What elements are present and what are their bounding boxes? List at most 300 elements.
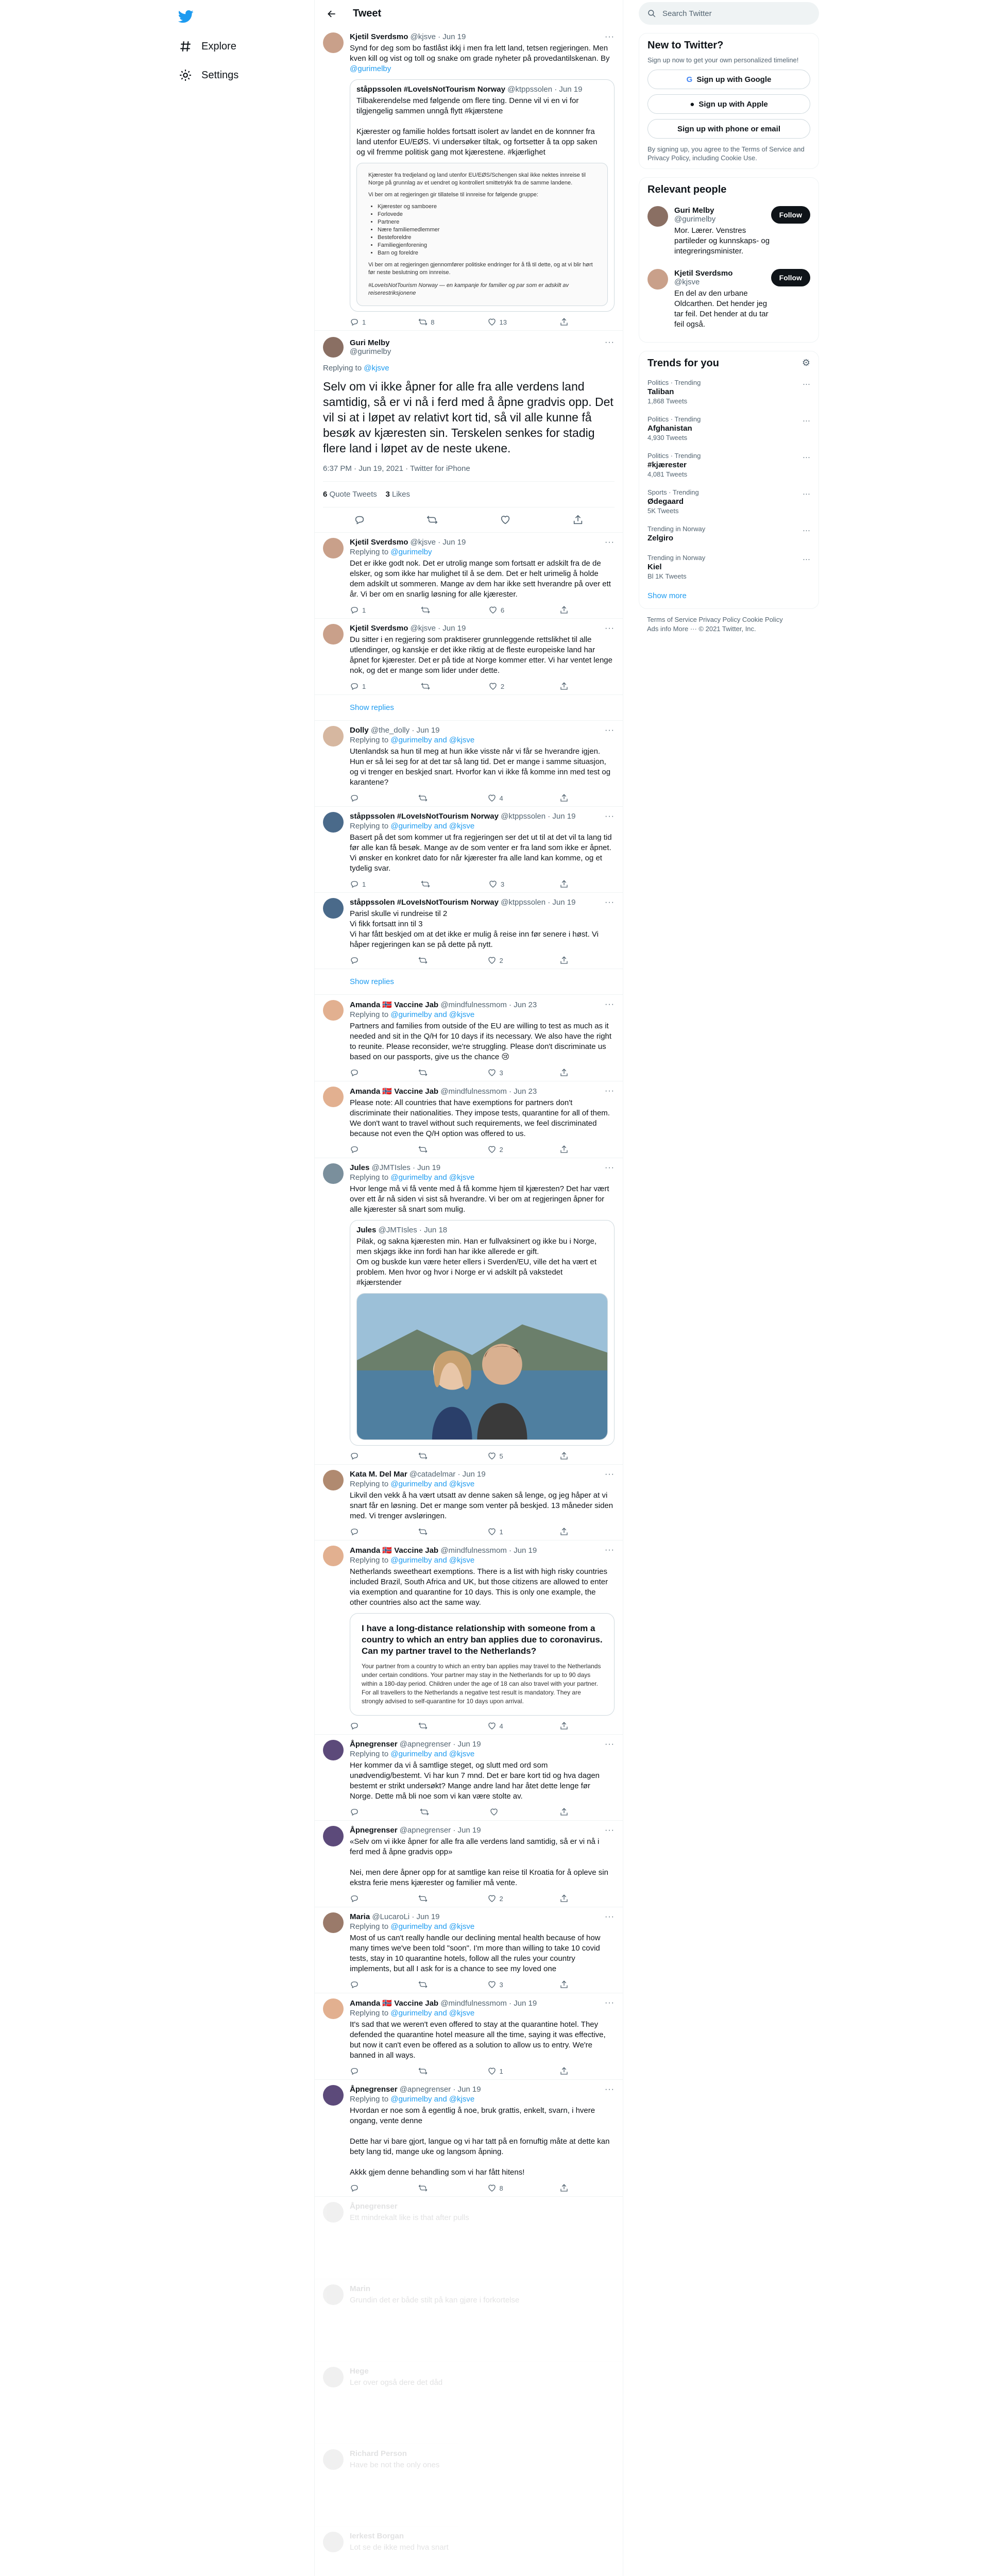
likes-stat[interactable]: 3 Likes — [385, 490, 411, 499]
like-count: 4 — [499, 1722, 503, 1730]
avatar[interactable] — [323, 538, 344, 558]
avatar[interactable] — [323, 2085, 344, 2106]
share-button[interactable] — [559, 681, 569, 691]
avatar[interactable] — [323, 1000, 344, 1021]
author-name[interactable]: Jules — [350, 1163, 370, 1172]
author-name[interactable]: Amanda 🇳🇴 Vaccine Jab — [350, 1999, 439, 2008]
reply-icon[interactable] — [354, 514, 365, 526]
avatar[interactable] — [323, 898, 344, 919]
reply-tweet[interactable] — [315, 1993, 623, 2080]
like-button[interactable] — [487, 793, 503, 803]
author-name[interactable]: Amanda 🇳🇴 Vaccine Jab — [350, 1087, 439, 1096]
retweet-icon — [418, 1527, 428, 1536]
share-button[interactable] — [559, 793, 569, 803]
tweet-actions — [350, 681, 569, 691]
retweet-button[interactable] — [421, 681, 433, 691]
more-options-icon[interactable]: ··· — [803, 555, 810, 564]
retweet-button[interactable] — [420, 1807, 432, 1817]
share-button[interactable] — [559, 1527, 569, 1537]
reply-tweet[interactable] — [315, 2444, 623, 2527]
follow-button[interactable]: Follow — [771, 206, 810, 224]
reply-icon — [350, 682, 359, 691]
apple-icon: ● — [690, 99, 695, 109]
retweet-icon — [418, 1451, 428, 1461]
replying-to-link[interactable]: @kjsve — [364, 364, 389, 372]
more-options-icon[interactable]: ··· — [803, 489, 810, 498]
more-options-icon[interactable]: ··· — [605, 898, 615, 907]
quote-tweets-stat[interactable]: 6 Quote Tweets — [323, 490, 377, 499]
share-icon[interactable] — [572, 514, 584, 526]
reply-button[interactable] — [350, 2183, 362, 2193]
avatar[interactable] — [323, 2284, 344, 2305]
tweet-actions — [350, 1807, 569, 1817]
avatar[interactable] — [323, 1740, 344, 1760]
avatar[interactable] — [323, 337, 344, 358]
more-options-icon[interactable]: ··· — [605, 1470, 615, 1479]
tweet-date[interactable]: · Jun 19 — [548, 898, 576, 907]
author-name[interactable]: Amanda 🇳🇴 Vaccine Jab — [350, 1001, 439, 1009]
like-button[interactable] — [487, 1144, 503, 1155]
retweet-button[interactable] — [418, 2183, 431, 2193]
like-button[interactable] — [487, 1527, 503, 1537]
tweet-date[interactable]: · Jun 19 — [548, 812, 576, 821]
author-name[interactable]: Åpnegrenser — [350, 1826, 398, 1835]
tweet-date[interactable]: · Jun 23 — [509, 1001, 537, 1009]
more-options-icon[interactable]: ··· — [605, 2085, 615, 2094]
share-icon — [559, 2183, 569, 2193]
author-name[interactable]: ståppssolen #LoveIsNotTourism Norway — [350, 898, 499, 907]
nav-settings[interactable] — [173, 61, 314, 90]
replying-to-link[interactable]: @gurimelby and @kjsve — [390, 1750, 475, 1758]
twitter-logo-icon[interactable] — [173, 3, 199, 30]
reply-tweet[interactable] — [315, 2279, 623, 2362]
reply-tweet[interactable] — [315, 619, 623, 695]
more-options-icon[interactable]: ··· — [605, 338, 615, 347]
tweet-actions — [350, 1721, 569, 1731]
retweet-button[interactable] — [418, 1721, 431, 1731]
trend-count: 1,868 Tweets — [647, 397, 688, 405]
tweet-date[interactable]: · Jun 19 — [438, 32, 466, 41]
reply-button[interactable] — [350, 2066, 362, 2076]
like-count: 3 — [499, 1980, 503, 1989]
share-button[interactable] — [559, 1067, 569, 1078]
like-count: 3 — [500, 880, 505, 888]
replying-to-link[interactable]: @gurimelby and @kjsve — [390, 2009, 475, 2018]
retweet-icon[interactable] — [427, 514, 438, 526]
share-icon — [559, 1721, 569, 1731]
more-options-icon[interactable]: ··· — [803, 453, 810, 462]
trend-count: Bl 1K Tweets — [647, 572, 687, 580]
reply-tweet[interactable] — [315, 2080, 623, 2197]
retweet-button[interactable] — [418, 317, 434, 327]
reply-tweet[interactable] — [315, 2527, 623, 2576]
avatar[interactable] — [323, 624, 344, 645]
like-button[interactable] — [487, 955, 503, 965]
quote-photo[interactable] — [356, 1293, 608, 1440]
replying-to-link[interactable]: @gurimelby and @kjsve — [390, 1556, 475, 1565]
reply-tweet[interactable] — [315, 1821, 623, 1907]
trend-item[interactable] — [647, 447, 810, 483]
focused-tweet-actions — [323, 507, 615, 532]
reply-button[interactable] — [350, 1807, 362, 1817]
avatar[interactable] — [323, 2532, 344, 2552]
reply-tweet[interactable] — [315, 1540, 623, 1735]
show-replies-link[interactable]: Show replies — [315, 695, 623, 721]
google-icon: G — [686, 75, 693, 84]
trend-item[interactable] — [647, 549, 810, 585]
heart-icon — [488, 605, 498, 615]
share-button[interactable] — [559, 2183, 569, 2193]
author-handle: @ktppssolen — [501, 812, 546, 821]
like-button[interactable] — [487, 317, 507, 327]
retweet-button[interactable] — [418, 1451, 431, 1461]
reply-icon — [350, 1451, 359, 1461]
like-count: 8 — [499, 2184, 503, 2192]
reply-tweet[interactable] — [315, 1907, 623, 1993]
replying-label: Replying to — [350, 1556, 389, 1565]
author-handle: @kjsve — [410, 32, 436, 41]
share-button[interactable] — [559, 1144, 569, 1155]
avatar[interactable] — [323, 2202, 344, 2223]
back-arrow-icon[interactable] — [323, 5, 340, 23]
signup-phone-button[interactable]: Sign up with phone or email — [647, 119, 810, 139]
more-options-icon[interactable]: ··· — [803, 526, 810, 535]
tweet-actions — [350, 1527, 569, 1537]
tweet-date[interactable]: · Jun 19 — [453, 1740, 481, 1749]
quote-author-handle: @JMTIsles · Jun 18 — [378, 1226, 448, 1234]
like-button[interactable] — [489, 1807, 502, 1817]
reply-tweet[interactable] — [315, 2362, 623, 2444]
person-item[interactable] — [647, 263, 810, 336]
tweet-date[interactable]: · Jun 19 — [412, 1912, 440, 1921]
author-name[interactable]: Guri Melby — [350, 338, 390, 347]
tweet-actions — [350, 955, 569, 965]
trend-count: 4,930 Tweets — [647, 434, 688, 442]
reply-button[interactable] — [350, 317, 366, 327]
search-icon — [647, 9, 656, 18]
reply-icon — [350, 1721, 359, 1731]
author-name[interactable]: Kata M. Del Mar — [350, 1470, 407, 1479]
share-button[interactable] — [559, 879, 569, 889]
more-options-icon[interactable]: ··· — [605, 32, 615, 41]
share-button[interactable] — [559, 1807, 569, 1817]
trend-name: Kiel — [647, 563, 662, 571]
tweet-timestamp[interactable]: 6:37 PM · Jun 19, 2021 · Twitter for iPhone — [323, 464, 615, 482]
tweet-text: Hvordan er noe som å egentlig å noe, bruk grattis, enkelt, svarn, i hvere ongang, vente denne Dette har vi bare gjort, langue og vi har tatt på en fornuftig måte at dette kan bety lang tid, mange uke og langsom åpning. Akkk gjem denne behandling som vi har fått hitens! — [350, 2106, 610, 2177]
heart-icon — [487, 317, 497, 327]
reply-tweet[interactable] — [315, 893, 623, 969]
follow-button[interactable]: Follow — [771, 269, 810, 286]
author-name[interactable]: Kjetil Sverdsmo — [350, 538, 408, 547]
retweet-button[interactable] — [418, 1067, 431, 1078]
card-list — [378, 203, 596, 257]
retweet-icon — [418, 1721, 428, 1731]
more-options-icon[interactable]: ··· — [605, 726, 615, 735]
panel-subtitle: Sign up now to get your own personalized timeline! — [647, 56, 799, 64]
more-options-icon[interactable]: ··· — [803, 380, 810, 388]
avatar[interactable] — [323, 1998, 344, 2019]
share-button[interactable] — [559, 1979, 569, 1990]
tweet-date[interactable]: · Jun 19 — [412, 1163, 441, 1172]
reply-button[interactable] — [350, 1721, 362, 1731]
tweet-actions — [350, 793, 569, 803]
reply-button[interactable] — [350, 879, 366, 889]
author-name[interactable]: ståppssolen #LoveIsNotTourism Norway — [350, 812, 499, 821]
tweet-date[interactable]: · Jun 19 — [453, 1826, 481, 1835]
reply-button[interactable] — [350, 681, 366, 691]
retweet-button[interactable] — [421, 605, 433, 615]
like-button[interactable] — [487, 1979, 503, 1990]
reply-icon — [350, 1068, 359, 1077]
tweet-date[interactable]: · Jun 19 — [412, 726, 440, 735]
reply-tweet[interactable] — [315, 533, 623, 619]
trend-item[interactable] — [647, 410, 810, 447]
author-name[interactable]: Kjetil Sverdsmo — [350, 32, 408, 41]
reply-button[interactable] — [350, 1451, 362, 1461]
trend-name: Afghanistan — [647, 424, 692, 433]
like-button[interactable] — [487, 2183, 503, 2193]
reply-button[interactable] — [350, 1979, 362, 1990]
retweet-button[interactable] — [418, 1527, 431, 1537]
retweet-icon — [418, 956, 428, 965]
avatar[interactable] — [323, 1912, 344, 1933]
reply-icon — [350, 317, 359, 327]
like-button[interactable] — [487, 2066, 503, 2076]
like-button[interactable] — [488, 605, 504, 615]
like-count: 4 — [499, 794, 503, 802]
parent-tweet[interactable] — [315, 27, 623, 331]
quote-image-card[interactable] — [356, 163, 608, 306]
trend-context: Politics · Trending — [647, 452, 701, 460]
panel-title: Relevant people — [647, 184, 727, 195]
trend-item[interactable] — [647, 520, 810, 549]
retweet-button[interactable] — [421, 879, 433, 889]
card-list-item: • Partnere — [378, 218, 596, 226]
share-icon — [559, 1527, 569, 1536]
panel-title: Trends for you ⚙ — [647, 358, 810, 369]
like-button[interactable] — [487, 1067, 503, 1078]
replying-to-link[interactable]: @gurimelby and @kjsve — [390, 1480, 475, 1488]
like-button[interactable] — [487, 1721, 503, 1731]
replying-to-link[interactable]: @gurimelby and @kjsve — [390, 822, 475, 831]
reply-icon — [350, 1980, 359, 1989]
avatar[interactable] — [323, 2449, 344, 2470]
reply-button[interactable] — [350, 1527, 362, 1537]
replying-to-link[interactable]: @gurimelby and @kjsve — [390, 1922, 475, 1931]
tweet-actions — [350, 1067, 569, 1078]
tweet-date[interactable]: · Jun 23 — [509, 1087, 537, 1096]
person-handle: @kjsve — [674, 278, 700, 286]
heart-icon — [487, 1980, 497, 1989]
person-item[interactable] — [647, 200, 810, 263]
more-options-icon[interactable]: ··· — [605, 624, 615, 633]
more-options-icon[interactable]: ··· — [605, 812, 615, 821]
more-options-icon[interactable]: ··· — [803, 416, 810, 425]
reply-button[interactable] — [350, 605, 366, 615]
reply-tweet[interactable] — [315, 721, 623, 807]
retweet-button[interactable] — [418, 1893, 431, 1904]
more-options-icon[interactable]: ··· — [605, 1163, 615, 1172]
avatar[interactable] — [323, 812, 344, 833]
reply-tweet[interactable] — [315, 1158, 623, 1465]
quote-author-handle: @ktppssolen — [507, 85, 553, 94]
card-sub: Vi ber om at regjeringen gir tillatelse til innreise for følgende gruppe: — [368, 192, 538, 198]
avatar[interactable] — [647, 206, 668, 227]
share-button[interactable] — [559, 955, 569, 965]
reply-tweet[interactable] — [315, 1735, 623, 1821]
author-handle: @ktppssolen — [501, 898, 546, 907]
share-button[interactable] — [559, 2066, 569, 2076]
reply-button[interactable] — [350, 1893, 362, 1904]
signup-google-button[interactable]: G Sign up with Google — [647, 70, 810, 89]
reply-count: 1 — [362, 318, 366, 326]
tweet-actions — [350, 317, 569, 327]
author-name[interactable]: Amanda 🇳🇴 Vaccine Jab — [350, 1546, 439, 1555]
signup-apple-button[interactable]: ● Sign up with Apple — [647, 94, 810, 114]
nav-explore[interactable] — [173, 32, 314, 61]
avatar[interactable] — [323, 726, 344, 747]
avatar[interactable] — [647, 269, 668, 290]
reply-button[interactable] — [350, 793, 362, 803]
share-button[interactable] — [559, 1893, 569, 1904]
heart-icon — [487, 1894, 497, 1903]
heart-icon[interactable] — [500, 514, 511, 526]
avatar[interactable] — [323, 2367, 344, 2387]
more-options-icon[interactable]: ··· — [605, 1826, 615, 1835]
more-options-icon[interactable]: ··· — [605, 1912, 615, 1921]
faded-replies — [315, 2197, 623, 2576]
author-name[interactable]: Åpnegrenser — [350, 2085, 398, 2094]
tweet-actions — [350, 879, 569, 889]
more-options-icon[interactable]: ··· — [605, 538, 615, 547]
like-button[interactable] — [487, 1893, 503, 1904]
avatar[interactable] — [323, 1163, 344, 1184]
tweet-date[interactable]: · Jun 19 — [509, 1999, 537, 2008]
search-placeholder: Search Twitter — [662, 9, 712, 18]
like-button[interactable] — [487, 1451, 503, 1461]
avatar[interactable] — [323, 1470, 344, 1490]
tweet-date[interactable]: · Jun 19 — [509, 1546, 537, 1555]
like-count: 2 — [499, 956, 503, 964]
search-bar[interactable] — [639, 2, 819, 25]
card-list-item: • Besteforeldre — [378, 234, 596, 242]
reply-tweet[interactable] — [315, 807, 623, 893]
share-button[interactable] — [559, 317, 569, 327]
avatar[interactable] — [323, 32, 344, 53]
reply-tweet[interactable] — [315, 1465, 623, 1540]
reply-icon — [350, 1527, 359, 1536]
share-button[interactable] — [559, 1451, 569, 1461]
author-handle: @apnegrenser — [399, 2085, 451, 2094]
share-icon — [559, 1068, 569, 1077]
share-icon — [559, 956, 569, 965]
tweet-text: Parisl skulle vi rundreise til 2 Vi fikk fortsatt inn til 3 Vi har fått beskjed om at det ikke er mulig å reise inn før senere i høst. Vi håper regjeringen kan se på dette på nytt. — [350, 909, 599, 949]
person-name: Kjetil Sverdsmo — [674, 269, 733, 278]
tweet-date[interactable]: · Jun 19 — [453, 2085, 481, 2094]
retweet-button[interactable] — [418, 1979, 431, 1990]
heart-icon — [487, 1451, 497, 1461]
avatar[interactable] — [323, 1087, 344, 1107]
avatar[interactable] — [323, 1546, 344, 1566]
author-name[interactable]: Maria — [350, 1912, 370, 1921]
retweet-button[interactable] — [418, 1144, 431, 1155]
replying-to-link[interactable]: @gurimelby and @kjsve — [390, 1010, 475, 1019]
trend-item[interactable] — [647, 374, 810, 410]
trend-name: Ødegaard — [647, 497, 684, 506]
author-name[interactable]: Åpnegrenser — [350, 1740, 398, 1749]
trend-name: #kjærester — [647, 461, 687, 469]
reply-tweet[interactable] — [315, 995, 623, 1081]
retweet-icon — [421, 605, 430, 615]
reply-button[interactable] — [350, 955, 362, 965]
quoted-tweet[interactable] — [350, 1220, 615, 1446]
retweet-icon — [421, 879, 430, 889]
tweet-text: Partners and families from outside of the EU are willing to test as much as it needed and sit in the Q/H for 10 days if its necessary. We also have the right to reunite. Please reconsider, we're struggling. Please don't discriminate us based on our passports, give us the chance 😢 — [350, 1022, 614, 1061]
retweet-icon — [418, 793, 428, 803]
replying-to-link[interactable]: @gurimelby and @kjsve — [390, 736, 475, 744]
trend-context: Politics · Trending — [647, 379, 701, 386]
quoted-tweet[interactable] — [350, 79, 615, 312]
heart-icon — [488, 879, 498, 889]
more-options-icon[interactable]: ··· — [605, 1740, 615, 1749]
avatar[interactable] — [323, 1826, 344, 1846]
replying-to-link[interactable]: @gurimelby and @kjsve — [390, 1173, 475, 1182]
link-card[interactable] — [350, 1613, 615, 1716]
reply-icon — [350, 879, 359, 889]
reply-button[interactable] — [350, 1144, 362, 1155]
author-name: Hege — [350, 2367, 369, 2376]
mention-link[interactable]: @gurimelby — [350, 64, 391, 73]
reply-tweet[interactable] — [315, 2197, 623, 2279]
tweet-date[interactable]: · Jun 19 — [438, 538, 466, 547]
share-button[interactable] — [559, 1721, 569, 1731]
gear-icon[interactable]: ⚙ — [802, 358, 810, 368]
like-button[interactable] — [488, 681, 504, 691]
more-options-icon[interactable]: ··· — [605, 1000, 615, 1009]
card-list-item: • Familiegjenforening — [378, 242, 596, 249]
left-nav — [173, 0, 314, 90]
replying-label: Replying to — [350, 1010, 389, 1019]
more-options-icon[interactable]: ··· — [605, 1087, 615, 1095]
heart-icon — [487, 1068, 497, 1077]
author-name[interactable]: Kjetil Sverdsmo — [350, 624, 408, 633]
author-handle: @apnegrenser — [399, 1740, 451, 1749]
author-name[interactable]: Dolly — [350, 726, 369, 735]
replies-list — [315, 533, 623, 2197]
reply-count: 1 — [362, 606, 366, 614]
like-count: 2 — [499, 1145, 503, 1154]
tweet-date[interactable]: · Jun 19 — [457, 1470, 486, 1479]
retweet-button[interactable] — [418, 2066, 431, 2076]
show-more-link[interactable]: Show more — [647, 591, 687, 600]
trend-item[interactable] — [647, 483, 810, 520]
trend-count: 4,081 Tweets — [647, 470, 688, 478]
replying-to-link[interactable]: @gurimelby — [390, 548, 432, 556]
reply-button[interactable] — [350, 1067, 362, 1078]
replying-to-link[interactable]: @gurimelby and @kjsve — [390, 2095, 475, 2104]
share-button[interactable] — [559, 605, 569, 615]
retweet-button[interactable] — [418, 793, 431, 803]
more-options-icon[interactable]: ··· — [605, 1546, 615, 1554]
tweet-date[interactable]: · Jun 19 — [438, 624, 466, 633]
like-button[interactable] — [488, 879, 504, 889]
more-options-icon[interactable]: ··· — [605, 1998, 615, 2007]
reply-tweet[interactable] — [315, 1081, 623, 1158]
trend-context: Trending in Norway — [647, 554, 706, 562]
footer-links[interactable]: Terms of Service Privacy Policy Cookie Policy Ads info More ··· © 2021 Twitter, Inc. — [647, 616, 783, 633]
retweet-button[interactable] — [418, 955, 431, 965]
show-replies-link[interactable]: Show replies — [315, 969, 623, 995]
